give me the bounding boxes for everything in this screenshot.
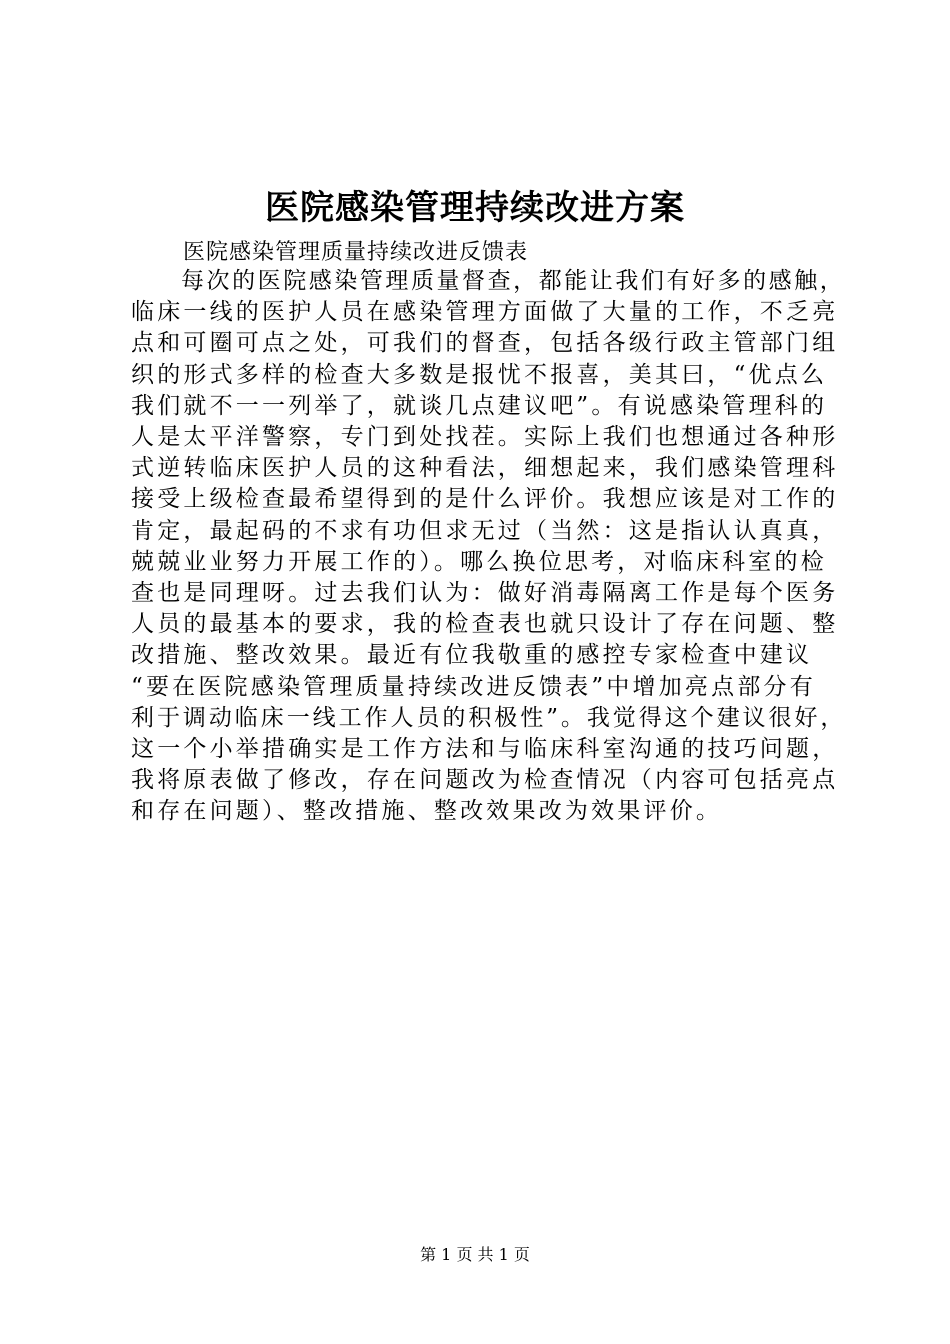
document-body — [131, 266, 851, 828]
body-line: 点和可圈可点之处，可我们的督查，包括各级行政主管部门组 — [131, 330, 839, 357]
body-line: 人员的最基本的要求，我的检查表也就只设计了存在问题、整 — [131, 611, 839, 638]
body-line: 我们就不一一列举了，就谈几点建议吧”。有说感染管理科的 — [131, 392, 828, 419]
body-line: 这一个小举措确实是工作方法和与临床科室沟通的技巧问题， — [131, 736, 839, 763]
body-line: 改措施、整改效果。最近有位我敬重的感控专家检查中建议 — [131, 642, 813, 669]
body-line: 和存在问题）、整改措施、整改效果改为效果评价。 — [131, 798, 723, 825]
body-line: 人是太平洋警察，专门到处找茬。实际上我们也想通过各种形 — [131, 424, 839, 451]
body-line: 临床一线的医护人员在感染管理方面做了大量的工作，不乏亮 — [131, 299, 839, 326]
body-line: 式逆转临床医护人员的这种看法，细想起来，我们感染管理科 — [131, 455, 839, 482]
body-line: 兢兢业业努力开展工作的）。哪么换位思考，对临床科室的检 — [131, 548, 827, 575]
body-line: 我将原表做了修改，存在问题改为检查情况（内容可包括亮点 — [131, 767, 839, 794]
body-line: 肯定，最起码的不求有功但求无过（当然：这是指认认真真， — [131, 517, 839, 544]
body-line: 利于调动临床一线工作人员的积极性”。我觉得这个建议很好， — [131, 704, 847, 731]
document-title: 医院感染管理持续改进方案 — [265, 188, 685, 228]
body-line: 织的形式多样的检查大多数是报忧不报喜，美其曰，“优点么 — [131, 361, 828, 388]
body-line: “要在医院感染管理质量持续改进反馈表”中增加亮点部分有 — [131, 673, 816, 700]
page-footer: 第 1 页 共 1 页 — [420, 1245, 530, 1264]
body-line: 查也是同理呀。过去我们认为：做好消毒隔离工作是每个医务 — [131, 580, 839, 607]
body-line: 每次的医院感染管理质量督查，都能让我们有好多的感触， — [181, 268, 846, 294]
document-subtitle: 医院感染管理质量持续改进反馈表 — [183, 240, 529, 265]
body-line: 接受上级检查最希望得到的是什么评价。我想应该是对工作的 — [131, 486, 839, 513]
